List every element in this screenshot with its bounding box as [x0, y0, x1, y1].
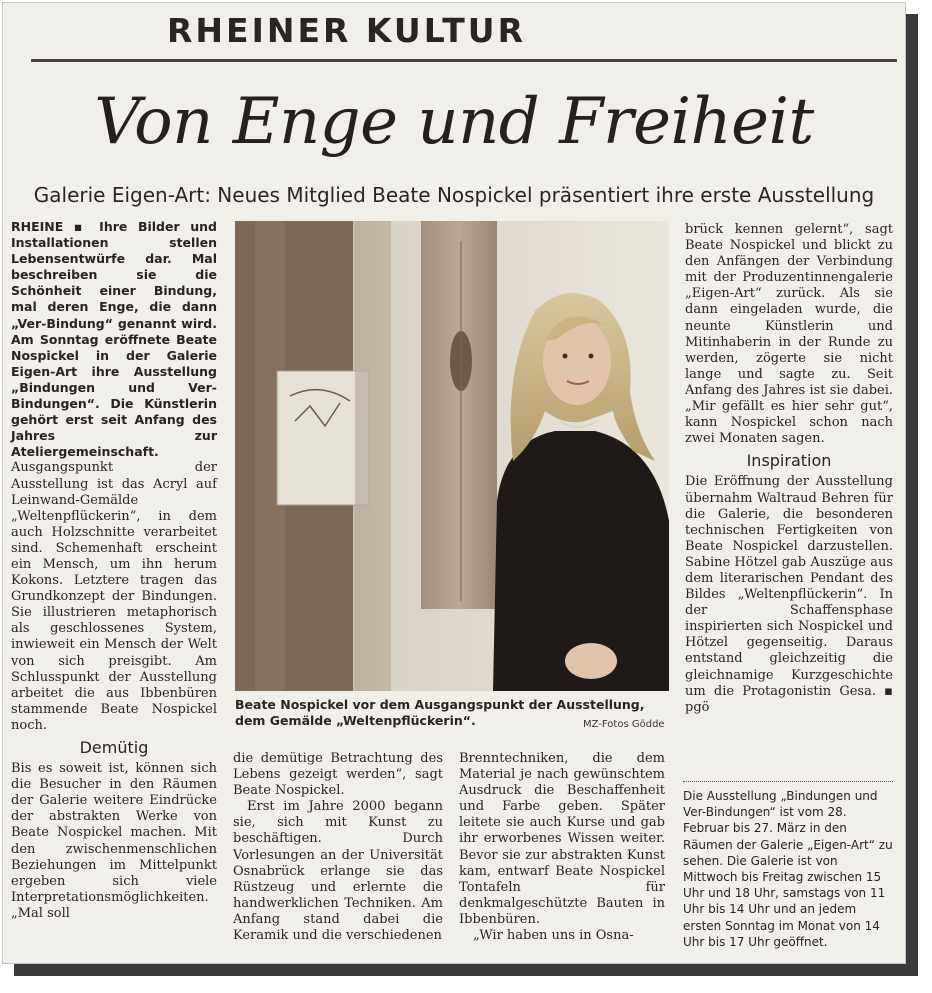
author-signoff: ▪ pgö: [685, 683, 893, 715]
body-paragraph: brück kennen gelernt“, sagt Beate Nospickel und blickt zu den Anfängen der Verbindung mit der Produzentinnengalerie „Eigen-Art“ zurück. Als sie dann eingeladen wurde, die neunte Künstlerin und Mitinhaberin in der Runde zu werden, zögerte sie nicht lange und sagte zu. Seit Anfang des Jahres ist sie dabei. „Mir gefällt es hier sehr gut“, kann Nospickel schon nach zwei Monaten sagen.: [685, 222, 893, 447]
body-paragraph: Brenntechniken, die dem Material je nach gewünschtem Ausdruck die Beschaffenheit und Farbe geben. Später leitete sie auch Kurse und gab ihr erworbenes Wissen weiter. Bevor sie zur abstrakten Kunst kam, entwarf Beate Nospickel Tontafeln für denkmalgeschützte Bauten in Ibbenbüren.: [459, 751, 665, 927]
column-1: [11, 219, 217, 922]
body-paragraph: „Wir haben uns in Osna-: [473, 928, 634, 944]
body-paragraph: Ausgangspunkt der Ausstellung ist das Acryl auf Leinwand-Gemälde „Weltenpflückerin“, in dem auch Holzschnitte verarbeitet sind. Schemenhaft erscheint ein Mensch, um ihn herum Kokons. Letztere tragen das Grundkonzept der Bindungen. Sie illustrieren metaphorisch als geschlossenes System, inwieweit ein Mensch der Welt von sich preisgibt. Am Schlusspunkt der Ausstellung arbeitet die aus Ibbenbüren stammende Beate Nospickel noch.: [11, 460, 217, 733]
dateline: RHEINE: [11, 219, 64, 234]
column-3: [459, 751, 665, 944]
column-4: [685, 222, 893, 716]
body-paragraph: Erst im Jahre 2000 begann sie, sich mit Kunst zu beschäftigen. Durch Vorlesungen an der Universität Osnabrück erlange sie das Rüstzeug und erlernte die handwerklichen Techniken. Am Anfang stand dabei die Keramik und die verschiedenen: [233, 799, 443, 944]
body-paragraph: Bis es soweit ist, können sich die Besucher in den Räumen der Galerie weitere Eindrücke der abstrakten Werke von Beate Nospickel machen. Mit den zwischenmenschlichen Beziehungen im Mittelpunkt ergeben sich viele Interpretationsmöglichkeiten. „Mal soll: [11, 761, 217, 921]
photo-illustration: [235, 221, 669, 691]
photo-caption: Beate Nospickel vor dem Ausgangspunkt der Ausstellung, dem Gemälde „Weltenpflückerin“.: [235, 697, 645, 728]
headline: Von Enge und Freiheit: [94, 85, 814, 159]
exhibition-info-box: Die Ausstellung „Bindungen und Ver-Bindungen“ ist vom 28. Februar bis 27. März in den Räumen der Galerie „Eigen-Art“ zu sehen. Die Galerie ist von Mittwoch bis Freitag zwischen 15 Uhr und 18 Uhr, samstags von 11 Uhr bis 14 Uhr und an jedem ersten Sonntag im Monat von 14 Uhr bis 17 Uhr geöffnet.: [683, 781, 893, 950]
article-photo: [235, 221, 669, 691]
column-2: [233, 751, 443, 944]
body-paragraph: die demütige Betrachtung des Lebens gezeigt werden“, sagt Beate Nospickel.: [233, 751, 443, 799]
section-rule: [31, 59, 897, 62]
photo-credit: MZ-Fotos Gödde: [583, 719, 665, 730]
body-paragraph: [685, 474, 893, 715]
lead-paragraph: RHEINE ▪ Ihre Bilder und Installationen stellen Lebensentwürfe dar. Mal beschreiben sie die Schönheit einer Bindung, mal deren Enge, die dann „Ver-Bindung“ genannt wird. Am Sonntag eröffnete Beate Nospickel in der Galerie Eigen-Art ihre Ausstellung „Bindungen und Ver-Bindungen“. Die Künstlerin gehört erst seit Anfang des Jahres zur Ateliergemeinschaft.: [11, 219, 217, 460]
lead-text: Ihre Bilder und Installationen stellen Lebensentwürfe dar. Mal beschreiben sie die Schönheit einer Bindung, mal deren Enge, die dann „Ver-Bindung“ genannt wird. Am Sonntag eröffnete Beate Nospickel in der Galerie Eigen-Art ihre Ausstellung „Bindungen und Ver-Bindungen“. Die Künstlerin gehört erst seit Anfang des Jahres zur Ateliergemeinschaft.: [11, 219, 217, 460]
subheadline: Galerie Eigen-Art: Neues Mitglied Beate Nospickel präsentiert ihre erste Ausstellung: [33, 183, 875, 207]
body-text: Die Eröffnung der Ausstellung übernahm Waltraud Behren für die Galerie, die besonderen technischen Fertigkeiten von Beate Nospickel darzustellen. Sabine Hötzel gab Auszüge aus dem literarischen Pendant des Bildes „Weltenpflückerin“. In der Schaffensphase inspirierten sich Nospickel und Hötzel gegenseitig. Daraus entstand gleichzeitig die gleichnamige Kurzgeschichte um die Protagonistin Gesa.: [685, 474, 893, 699]
subhead-inspiration: Inspiration: [746, 451, 832, 471]
subhead-demuetig: Demütig: [79, 738, 149, 757]
newspaper-clipping: [2, 2, 906, 964]
section-title: RHEINER KULTUR: [167, 11, 526, 50]
